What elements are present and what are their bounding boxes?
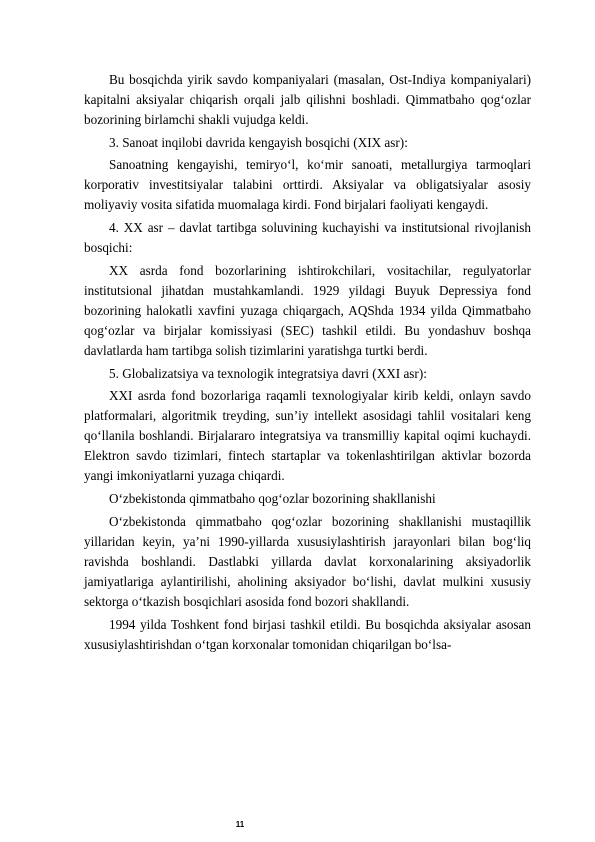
paragraph-industrial-expansion: Sanoatning kengayishi, temiryo‘l, ko‘mir sanoati, metallurgiya tarmoqlari korporativ investitsiyalar talabini orttirdi. Aksiyalar va obligatsiyalar asosiy moliyaviy vosita sifatida muomalaga kirdi. Fond birjalari faoliyati kengaydi.: [84, 157, 531, 213]
paragraph-uzbekistan-privatization: O‘zbekistonda qimmatbaho qog‘ozlar bozorining shakllanishi mustaqillik yillaridan keyin, ya’ni 1990-yillarda xususiylashtirish jarayonlari bilan bog‘liq ravishda boshlandi. Dastlabki yillarda davlat korxonalarining aksiyadorlik jamiyatlariga aylantirilishi, aholining aksiyador bo‘lishi, davlat mulkini xususiy sektorga o‘tkazish bosqichlari asosida fond bozori shakllandi.: [84, 513, 531, 609]
heading-20th-century-stage: 4. XX asr – davlat tartibga soluvining kuchayishi va institutsional rivojlanish bosqichi:: [84, 220, 531, 256]
heading-uzbekistan-market-formation: O‘zbekistonda qimmatbaho qog‘ozlar bozorining shakllanishi: [109, 491, 436, 507]
heading-globalization-stage: 5. Globalizatsiya va texnologik integratsiya davri (XXI asr):: [109, 365, 427, 381]
paragraph-20th-century-regulation: XX asrda fond bozorlarining ishtirokchilari, vositachilar, regulyatorlar institutsional jihatdan mustahkamlandi. 1929 yildagi Buyuk Depressiya fond bozorining halokatli xavfini yuzaga chiqargach, AQShda 1934 yilda Qimmatbaho qog‘ozlar va birjalar komissiyasi (SEC) tashkil etildi. Bu yondashuv boshqa davlatlarda ham tartibga solish tizimlarini yaratishga turtki berdi.: [84, 262, 531, 358]
page-number: 11: [235, 820, 245, 829]
paragraph-tashkent-stock-exchange: 1994 yilda Toshkent fond birjasi tashkil etildi. Bu bosqichda aksiyalar asosan xususiylashtirishdan o‘tgan korxonalar tomonidan chiqarilgan bo‘lsa-: [84, 616, 531, 652]
document-body: [84, 70, 531, 657]
paragraph-trade-companies: Bu bosqichda yirik savdo kompaniyalari (masalan, Ost-Indiya kompaniyalari) kapitalni aksiyalar chiqarish orqali jalb qilishni boshladi. Qimmatbaho qog‘ozlar bozorining birlamchi shakli vujudga keldi.: [84, 72, 531, 128]
paragraph-21st-century-technology: XXI asrda fond bozorlariga raqamli texnologiyalar kirib keldi, onlayn savdo platformalari, algoritmik treyding, sun’iy intellekt asosidagi tahlil vositalari keng qo‘llanila boshlandi. Birjalararo integratsiya va transmilliy kapital oqimi kuchaydi. Elektron savdo tizimlari, fintech startaplar va tokenlashtirilgan aktivlar bozorda yangi imkoniyatlarni yuzaga chiqardi.: [84, 388, 531, 484]
heading-industrial-revolution-stage: 3. Sanoat inqilobi davrida kengayish bosqichi (XIX asr):: [109, 134, 408, 150]
